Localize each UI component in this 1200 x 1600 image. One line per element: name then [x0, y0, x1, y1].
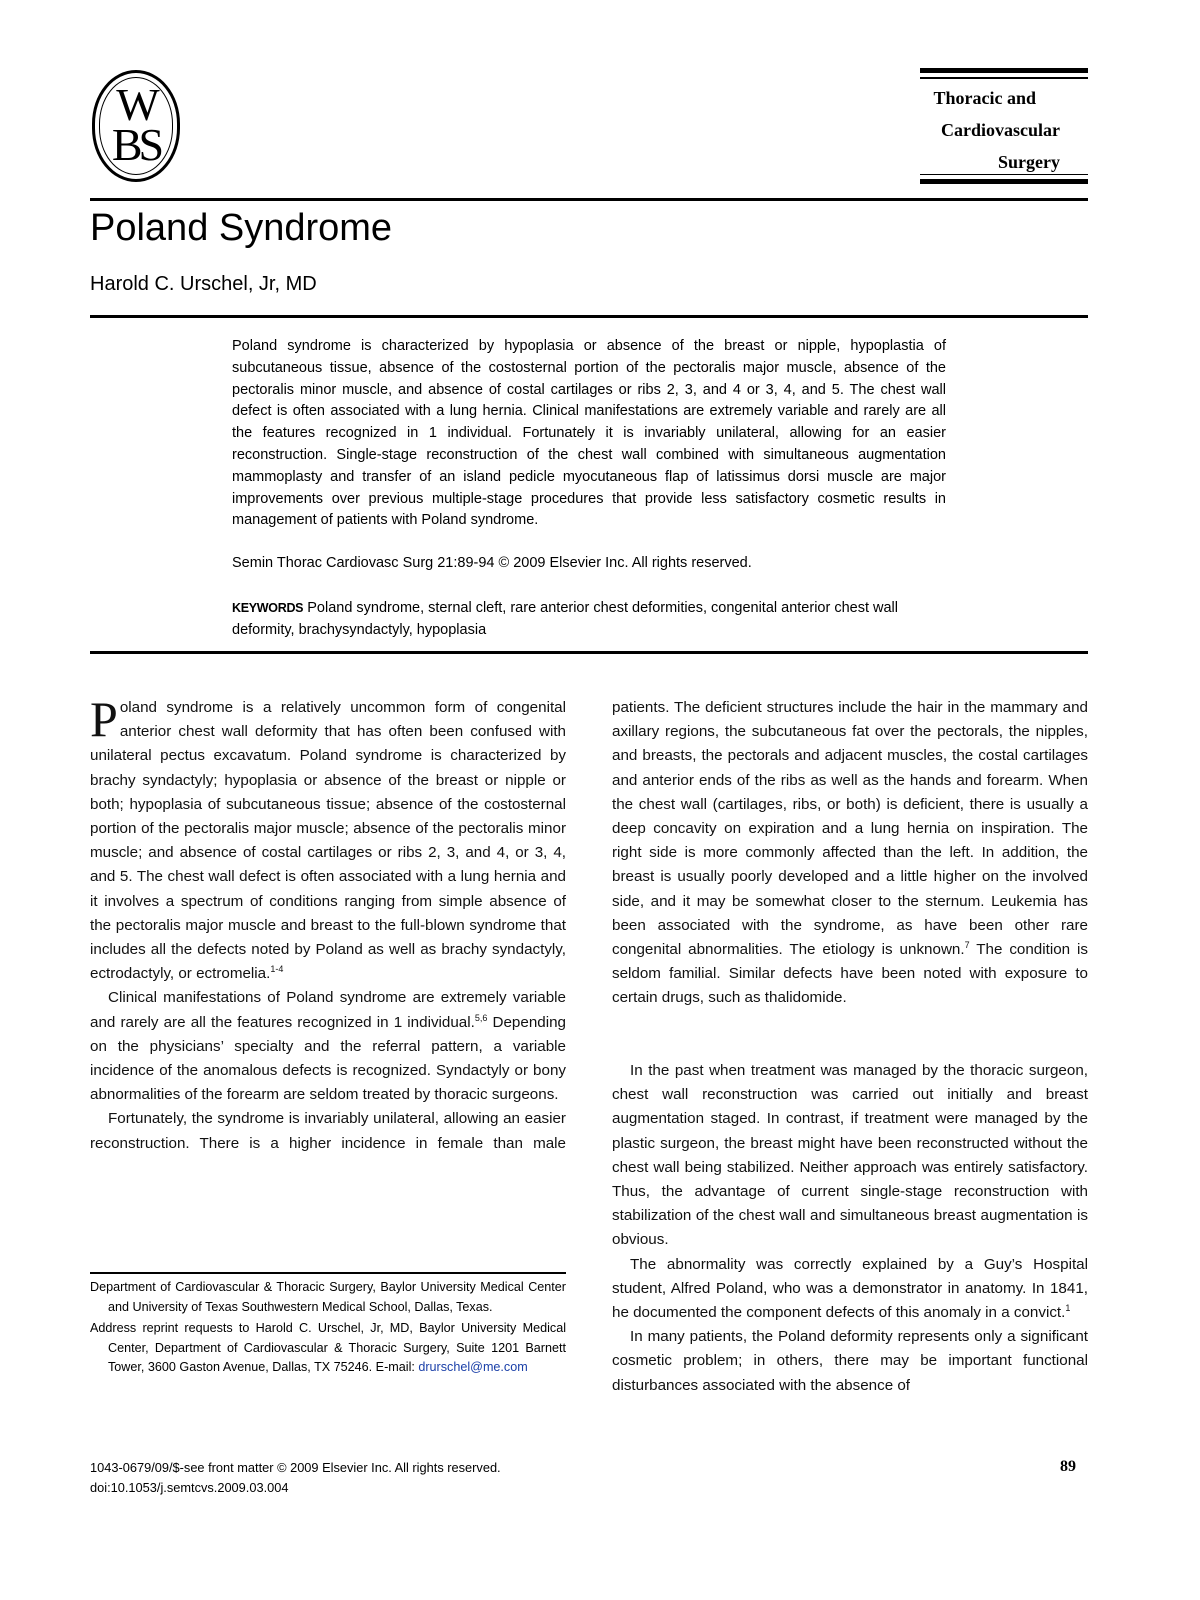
journal-logo: [92, 70, 180, 182]
body-column-right: [612, 696, 1088, 1398]
abstract-top-rule: [90, 315, 1088, 318]
p2-reference: 5,6: [474, 1012, 488, 1023]
keywords-label: KEYWORDS: [232, 601, 304, 615]
p3-text-b: The condition is seldom familial. Similar defects have been noted with exposure to certain drugs, such as thalidomide.: [612, 941, 1088, 1007]
body-column-left: [90, 691, 566, 1156]
p3-continuation: [612, 696, 1088, 1059]
badge-rule-top: [920, 68, 1088, 73]
body-paragraph-5: [612, 1253, 1088, 1326]
p1-text: oland syndrome is a relatively uncommon form of congenital anterior chest wall deformity that has often been confused with unilateral pectus excavatum. Poland syndrome is characterized by brachy syndactyly; hypoplasia or absence of the breast or nipple or both; hypoplasia of subcutaneous tissue; absence of the costosternal portion of the pectoralis major muscle; absence of the pectoralis minor muscle; and absence of costal cartilages or ribs 2, 3, and 4, or 3, 4, and 5. The chest wall defect is often associated with a lung hernia and it involves a spectrum of conditions ranging from simple absence of the pectoralis major muscle and breast to the full-blown syndrome that includes all the defects noted by Poland as well as brachy syndactyly, ectrodactyly, or ectromelia.: [90, 699, 566, 983]
citation-line: Semin Thorac Cardiovasc Surg 21:89-94 © 2009 Elsevier Inc. All rights reserved.: [232, 555, 752, 571]
affiliation-note: Department of Cardiovascular & Thoracic Surgery, Baylor University Medical Center and University of Texas Southwestern Medical School, Dallas, Texas.: [90, 1280, 566, 1314]
body-paragraph-1: [90, 691, 566, 986]
section-line3: Surgery: [998, 152, 1060, 172]
body-paragraph-6: In many patients, the Poland deformity represents only a significant cosmetic problem; in others, there may be important functional disturbances associated with the absence of: [612, 1328, 1088, 1394]
badge-rule-bottom: [920, 179, 1088, 184]
article-author: Harold C. Urschel, Jr, MD: [90, 273, 317, 295]
body-paragraph-2: [90, 986, 566, 1107]
body-paragraph-4: In the past when treatment was managed by the thoracic surgeon, chest wall reconstruction was carried out initially and breast augmentation staged. In contrast, if treatment were managed by the plastic surgeon, the breast might have been reconstructed without the chest wall being stabilized. Neither approach was entirely satisfactory. Thus, the advantage of current single-stage reconstruction with stabilization of the chest wall and simultaneous breast augmentation is obvious.: [612, 1062, 1088, 1249]
page-number: 89: [1060, 1458, 1076, 1475]
p5-reference: 1: [1065, 1302, 1071, 1313]
body-paragraph-3: [90, 1107, 566, 1155]
issn-line: 1043-0679/09/$-see front matter © 2009 Elsevier Inc. All rights reserved.: [90, 1460, 501, 1475]
footnotes: [90, 1278, 566, 1380]
footnote-rule: [90, 1272, 566, 1274]
email-link[interactable]: drurschel@me.com: [418, 1360, 528, 1375]
p5-text: The abnormality was correctly explained by a Guy’s Hospital student, Alfred Poland, who was a demonstrator in anatomy. In 1841, he documented the component defects of this anomaly in a convict.: [612, 1255, 1088, 1322]
article-title: Poland Syndrome: [90, 207, 393, 249]
abstract-text: Poland syndrome is characterized by hypoplasia or absence of the breast or nipple, hypoplastia of subcutaneous tissue, absence of the costosternal portion of the pectoralis major muscle, absence of the pectoralis minor muscle, and absence of costal cartilages or ribs 2, 3, and 4 or 3, 4, and 5. The chest wall defect is often associated with a lung hernia. Clinical manifestations are extremely variable and rarely are all the features recognized in 1 individual. Fortunately it is invariably unilateral, allowing for an easier reconstruction. Single-stage reconstruction of the chest wall combined with simultaneous augmentation mammoplasty and transfer of an island pedicle myocutaneous flap of latissimus dorsi muscle are major improvements over previous multiple-stage procedures that provide less satisfactory cosmetic results in management of patients with Poland syndrome.: [232, 338, 946, 529]
header-rule: [90, 198, 1088, 201]
p1-reference: 1-4: [270, 964, 284, 975]
p2-text-a: Clinical manifestations of Poland syndrome are extremely variable and rarely are all the features recognized in 1 individual.: [90, 989, 566, 1031]
logo-line2: BS: [111, 119, 161, 170]
section-line2: Cardiovascular: [941, 120, 1060, 140]
abstract-bottom-rule: [90, 651, 1088, 654]
address-note: [90, 1319, 566, 1378]
address-text: Address reprint requests to Harold C. Urschel, Jr, MD, Baylor University Medical Center, Department of Cardiovascular & Thoracic Surgery, Suite 1201 Barnett Tower, 3600 Gaston Avenue, Dallas, TX 75246. E-mail:: [90, 1321, 566, 1375]
doi-line: doi:10.1053/j.semtcvs.2009.03.004: [90, 1480, 289, 1495]
keywords: [232, 598, 946, 642]
section-line1: Thoracic and: [933, 88, 1036, 108]
p3-continued: [612, 696, 1088, 1011]
p3-text-cont: patients. The deficient structures include the hair in the mammary and axillary regions, the subcutaneous fat over the pectorals, the nipples, and breasts, the pectorals and adjacent muscles, the costal cartilages and anterior ends of the ribs as well as the hands and forearm. When the chest wall (cartilages, ribs, or both) is deficient, there is usually a deep concavity on expiration and a lung hernia on inspiration. The right side is more commonly affected than the left. In addition, the breast is usually poorly developed and a little higher on the involved side, and it may be somewhat closer to the sternum. Leukemia has been associated with the syndrome, as have been other rare congenital abnormalities. The etiology is unknown.: [612, 699, 1088, 959]
keywords-text: Poland syndrome, sternal cleft, rare anterior chest deformities, congenital anterior chest wall deformity, brachysyndactyly, hypoplasia: [232, 600, 899, 638]
logo-line1: W: [116, 79, 156, 130]
p3-text: Fortunately, the syndrome is invariably unilateral, allowing an easier reconstruction. There is a higher incidence in female than male: [90, 1110, 566, 1152]
section-label: [933, 82, 1060, 178]
section-badge: [920, 68, 1088, 184]
badge-rule-bottom-thin: [920, 174, 1088, 176]
badge-rule-top-thin: [920, 77, 1088, 79]
drop-cap: P: [90, 691, 118, 747]
p3-reference: 7: [964, 939, 970, 950]
p2-text-b: Depending on the physicians’ specialty and the referral pattern, a variable incidence of the anomalous defects is recognized. Syndactyly or bony abnormalities of the forearm are seldom treated by thoracic surgeons.: [90, 1013, 566, 1104]
